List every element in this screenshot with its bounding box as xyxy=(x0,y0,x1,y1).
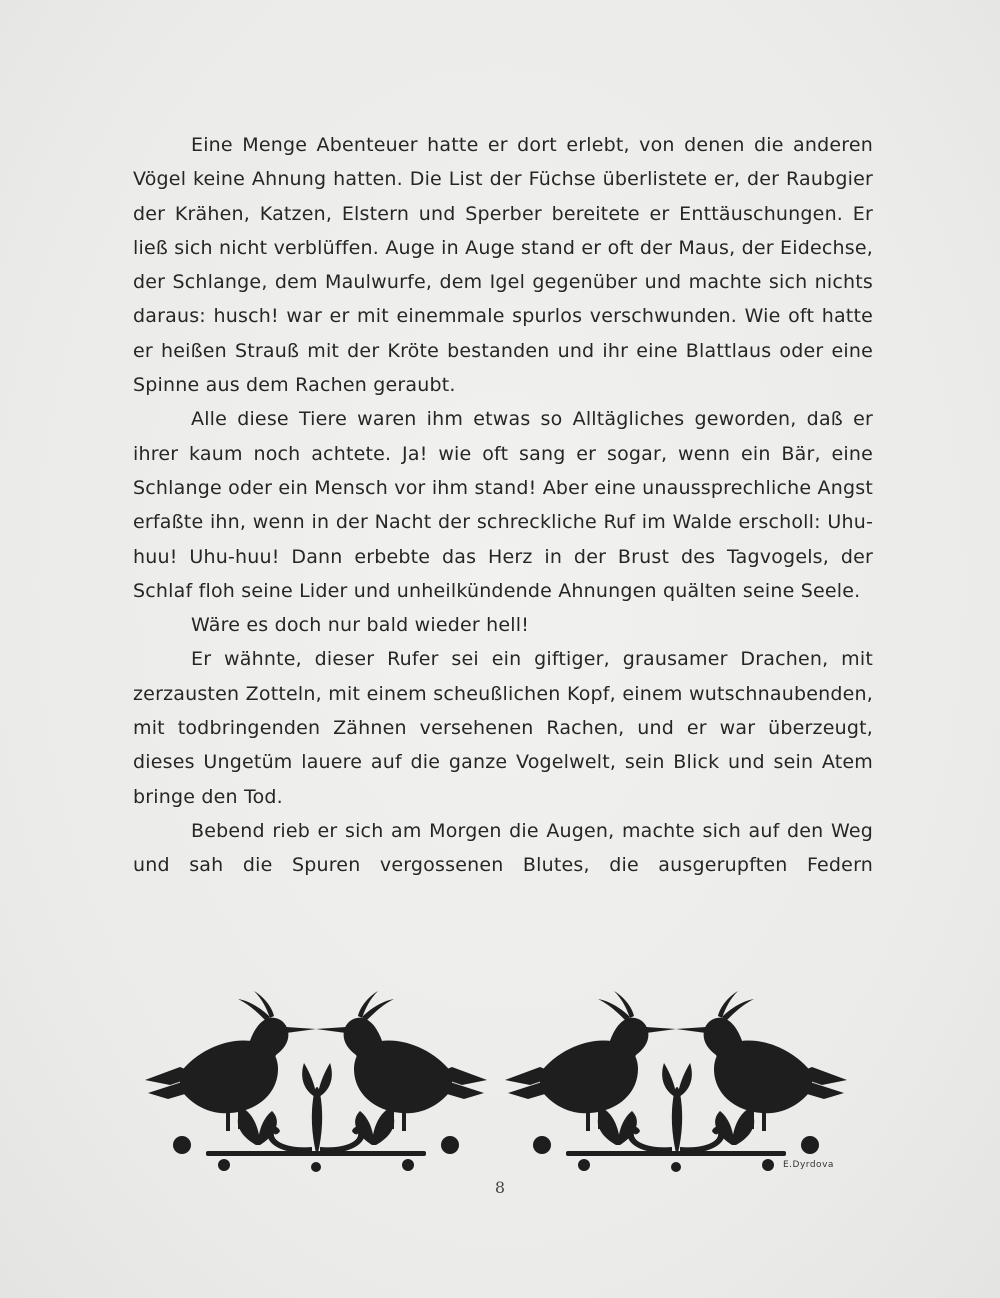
illustrator-signature: E.Dyrdova xyxy=(783,1160,834,1170)
page-number: 8 xyxy=(494,1178,506,1197)
paragraph-1: Eine Menge Abenteuer hatte er dort erlebt, von denen die anderen Vögel keine Ahnung hatten. Die List der Füchse überlistete er, der Raubgier der Krähen, Katzen, Elstern und Sperber bereitete er Enttäuschungen. Er ließ sich nicht verblüffen. Auge in Auge stand er oft der Maus, der Eidechse, der Schlange, dem Maulwurfe, dem Igel gegenüber und machte sich nichts daraus: husch! war er mit einemmale spurlos verschwunden. Wie oft hatte er heißen Strauß mit der Kröte bestanden und ihr eine Blattlaus oder eine Spinne aus dem Rachen geraubt. xyxy=(133,134,873,397)
body-text xyxy=(133,128,873,883)
paragraph-3: Wäre es doch nur bald wieder hell! xyxy=(191,614,530,637)
paragraph-5: Bebend rieb er sich am Morgen die Augen, machte sich auf den Weg und sah die Spuren vergossenen Blutes, die ausgerupften Federn xyxy=(133,819,873,877)
bird-pair-ornament-icon xyxy=(140,985,860,1180)
paragraph-4: Er wähnte, dieser Rufer sei ein giftiger, grausamer Drachen, mit zerzausten Zotteln, mit einem scheußlichen Kopf, einem wutschnaubenden, mit todbringenden Zähnen versehenen Rachen, und er war überzeugt, dieses Ungetüm lauere auf die ganze Vogelwelt, sein Blick und sein Atem bringe den Tod. xyxy=(133,648,873,808)
paragraph-2: Alle diese Tiere waren ihm etwas so Alltägliches geworden, daß er ihrer kaum noch achtete. Ja! wie oft sang er sogar, wenn ein Bär, eine Schlange oder ein Mensch vor ihm stand! Aber eine unaussprechliche Angst erfaßte ihn, wenn in der Nacht der schreckliche Ruf im Walde erscholl: Uhu-huu! Uhu-huu! Dann erbebte das Herz in der Brust des Tagvogels, der Schlaf floh seine Lider und unheilkündende Ahnungen quälten seine Seele. xyxy=(133,408,873,602)
